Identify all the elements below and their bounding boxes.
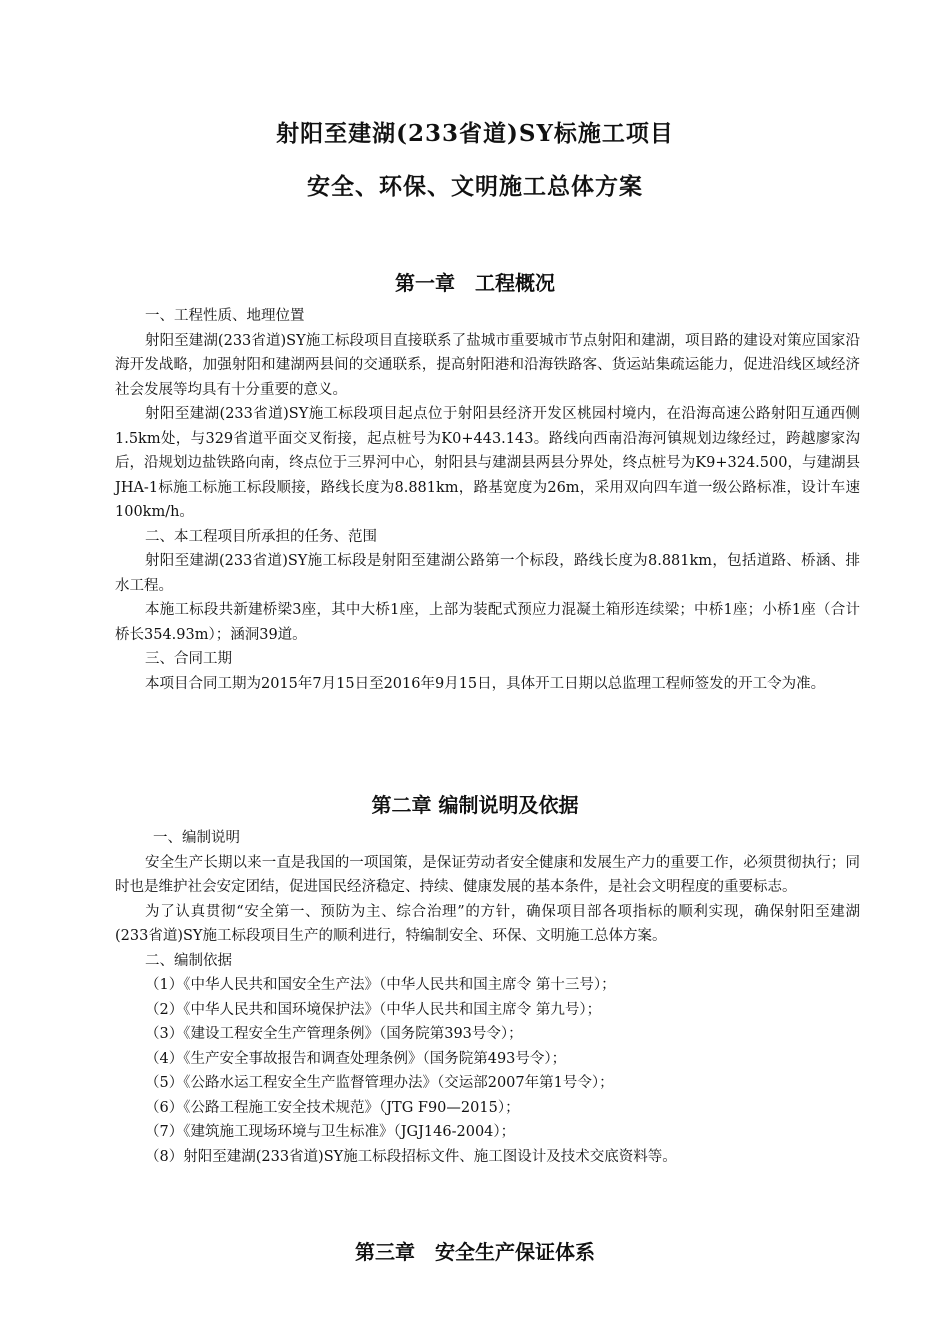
reference-item-2: （2）《中华人民共和国环境保护法》（中华人民共和国主席令 第九号）； (145, 1001, 602, 1018)
chapter1-body (115, 304, 860, 696)
ch1-paragraph-2: 射阳至建湖(233省道)SY施工标段项目起点位于射阳县经济开发区桃园村境内，在沿海高速公路射阳互通西侧1.5km处，与329省道平面交叉衔接，起点桩号为K0+443.143。路线向西南沿海河镇规划边缘经过，跨越廖家沟后，沿规划边盐铁路向南，终点位于三界河中心，射阳县与建湖县两县分界处，终点桩号为K9+324.500，与建湖县JHA-1标施工标施工标段顺接，路线长度为8.881km，路基宽度为26m，采用双向四车道一级公路标准，设计车速100km/h。 (115, 406, 860, 520)
reference-item-5: （5）《公路水运工程安全生产监督管理办法》（交运部2007年第1号令）； (145, 1075, 614, 1091)
document-title-line2: 安全、环保、文明施工总体方案 (307, 173, 643, 200)
ch2-section1-heading: 一、编制说明 (153, 830, 240, 846)
reference-item-3: （3）《建设工程安全生产管理条例》（国务院第393号令）； (145, 1026, 523, 1042)
reference-item-4: （4）《生产安全事故报告和调查处理条例》（国务院第493号令）； (145, 1050, 567, 1067)
ch1-paragraph-1: 射阳至建湖(233省道)SY施工标段项目直接联系了盐城市重要城市节点射阳和建湖，项目路的建设对策应国家沿海开发战略，加强射阳和建湖两县间的交通联系，提高射阳港和沿海铁路客、货运站集疏运能力，促进沿线区域经济社会发展等均具有十分重要的意义。 (115, 332, 860, 398)
chapter2-body (115, 826, 860, 1169)
ch1-section3-heading: 三、合同工期 (145, 651, 232, 667)
chapter2-title: 第二章 编制说明及依据 (371, 793, 579, 817)
chapter3-title: 第三章 安全生产保证体系 (355, 1240, 595, 1264)
reference-item-7: （7）《建筑施工现场环境与卫生标准》（JGJ146-2004）； (145, 1124, 516, 1140)
reference-item-8: （8）射阳至建湖(233省道)SY施工标段招标文件、施工图设计及技术交底资料等。 (145, 1148, 677, 1165)
reference-item-6: （6）《公路工程施工安全技术规范》（JTG F90—2015）； (145, 1099, 520, 1116)
ch1-paragraph-4: 本施工标段共新建桥梁3座，其中大桥1座，上部为装配式预应力混凝土箱形连续梁；中桥1座；小桥1座（合计桥长354.93m）；涵洞39道。 (115, 602, 860, 643)
ch2-paragraph-2: 为了认真贯彻“安全第一、预防为主、综合治理”的方针，确保项目部各项指标的顺利实现，确保射阳至建湖(233省道)SY施工标段项目生产的顺利进行，特编制安全、环保、文明施工总体方案。 (115, 903, 860, 944)
ch1-section2-heading: 二、本工程项目所承担的任务、范围 (145, 528, 377, 545)
ch1-paragraph-3: 射阳至建湖(233省道)SY施工标段是射阳至建湖公路第一个标段，路线长度为8.881km，包括道路、桥涵、排水工程。 (115, 553, 860, 594)
ch2-paragraph-1: 安全生产长期以来一直是我国的一项国策，是保证劳动者安全健康和发展生产力的重要工作，必须贯彻执行；同时也是维护社会安定团结，促进国民经济稳定、持续、健康发展的基本条件，是社会文明程度的重要标志。 (115, 854, 860, 895)
ch1-paragraph-5: 本项目合同工期为2015年7月15日至2016年9月15日，具体开工日期以总监理工程师签发的开工令为准。 (145, 675, 826, 692)
ch2-section2-heading: 二、编制依据 (145, 952, 232, 969)
document-title-line1: 射阳至建湖(233省道)SY标施工项目 (276, 120, 674, 147)
chapter1-title: 第一章 工程概况 (395, 271, 555, 295)
reference-item-1: （1）《中华人民共和国安全生产法》（中华人民共和国主席令 第十三号）； (145, 977, 616, 993)
ch1-section1-heading: 一、工程性质、地理位置 (145, 308, 305, 324)
